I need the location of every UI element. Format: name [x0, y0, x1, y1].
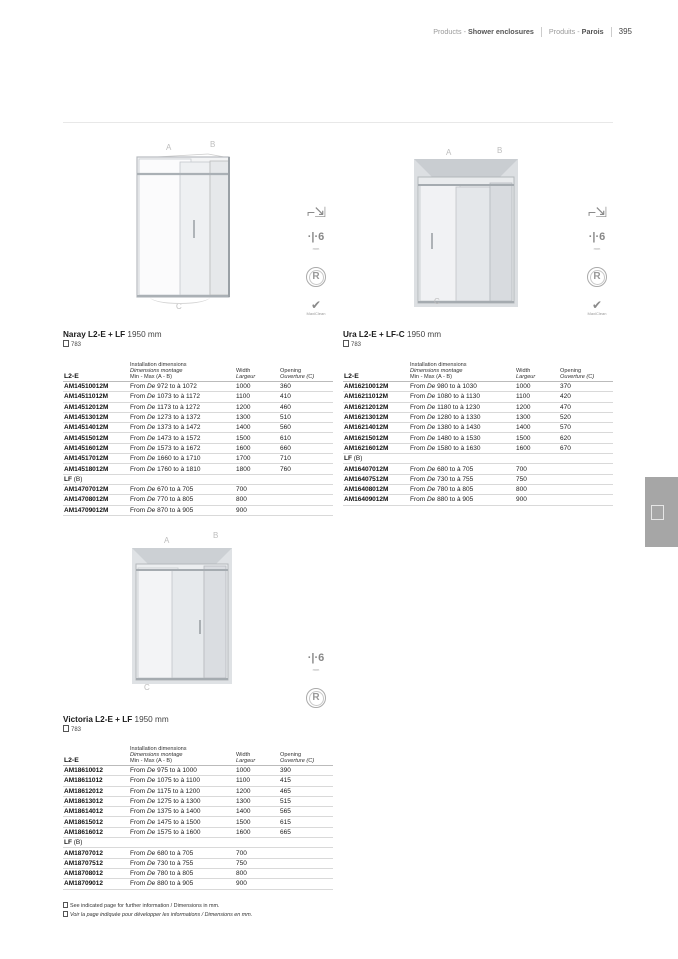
install-range: From De 1760 to à 1810 [130, 465, 201, 473]
install-range: From De 780 to à 805 [410, 486, 474, 494]
subsection-row [63, 474, 333, 484]
naray-feature-icons [303, 205, 329, 329]
subsection-row [63, 838, 333, 848]
table-header-row [63, 746, 333, 766]
six-mm-glass-icon: ·|·6 mm [307, 231, 325, 251]
product-code: AM16407012M [344, 465, 389, 473]
header-category-en: Shower enclosures [467, 27, 534, 36]
header-category-fr: Parois [581, 27, 604, 36]
product-code: AM16215012M [344, 434, 389, 442]
product-code: AM14513012M [64, 414, 109, 422]
width-value: 900 [516, 496, 527, 504]
width-value: 1300 [236, 798, 251, 806]
opening-header: Opening Ouverture (C) [280, 752, 315, 764]
install-range: From De 1573 to à 1672 [130, 444, 201, 452]
table-row [343, 495, 613, 505]
install-range: From De 1175 to à 1200 [130, 787, 201, 795]
page-number: 395 [618, 27, 632, 36]
dim-b: B [497, 146, 503, 155]
dim-arc [150, 290, 210, 304]
opening-value: 360 [280, 383, 291, 391]
install-dims-header: Installation dimensions Dimensions montage Min - Max (A - B) [410, 362, 467, 380]
footnote-fr: Voir la page indiquée pour développer les informations / Dimensions en mm. [63, 911, 252, 920]
reversible-icon: R [306, 267, 326, 287]
opening-value: 560 [280, 424, 291, 432]
width-value: 1800 [236, 465, 251, 473]
product-code: AM18614012 [64, 808, 104, 816]
install-range: From De 972 to à 1072 [130, 383, 197, 391]
opening-value: 710 [280, 455, 291, 463]
table-header-row [63, 362, 333, 382]
opening-value: 510 [280, 414, 291, 422]
handle-icon: ⌐⇲ [588, 204, 606, 220]
install-dims-header: Installation dimensions Dimensions montage Min - Max (A - B) [130, 746, 187, 764]
easy-clean-icon: ✔ MaxiClean [587, 298, 607, 316]
opening-value: 390 [280, 767, 291, 775]
document-icon [63, 902, 68, 908]
product-code: AM16213012M [344, 414, 389, 422]
width-value: 1200 [236, 403, 251, 411]
install-range: From De 1475 to à 1500 [130, 818, 201, 826]
product-code: AM18611012 [64, 777, 103, 785]
width-value: 1100 [236, 777, 250, 785]
table-row [63, 786, 333, 796]
product-code: AM14511012M [64, 393, 109, 401]
width-value: 1000 [516, 383, 531, 391]
subsection-label: LF (B) [64, 839, 83, 847]
section-label: L2-E [344, 373, 359, 380]
page-header: Products - Shower enclosures Produits - Parois 395 [433, 27, 632, 36]
victoria-spec-table [63, 746, 333, 890]
install-range: From De 1075 to à 1100 [130, 777, 201, 785]
naray-enclosure-image [120, 140, 250, 315]
table-row [63, 807, 333, 817]
product-code: AM16210012M [344, 383, 389, 391]
install-range: From De 1180 to à 1230 [410, 403, 481, 411]
dim-c: C [144, 683, 150, 692]
product-code: AM16214012M [344, 424, 389, 432]
table-row [63, 858, 333, 868]
dim-b: B [213, 531, 219, 540]
table-row [63, 776, 333, 786]
opening-value [279, 495, 333, 505]
section-tab [645, 477, 678, 547]
install-range: From De 1375 to à 1400 [130, 808, 201, 816]
opening-value: 665 [280, 828, 291, 836]
six-mm-glass-icon: ·|·6 mm [307, 652, 325, 672]
install-range: From De 1380 to à 1430 [410, 424, 481, 432]
install-range: From De 680 to à 705 [130, 849, 194, 857]
product-code: AM14510012M [64, 383, 109, 391]
table-row [63, 412, 333, 422]
document-icon [63, 340, 69, 347]
install-range: From De 1280 to à 1330 [410, 414, 481, 422]
product-code: AM14518012M [64, 465, 109, 473]
width-value: 800 [236, 870, 247, 878]
table-header-row [343, 362, 613, 382]
product-code: AM14514012M [64, 424, 109, 432]
naray-spec-table [63, 362, 333, 516]
width-value: 1200 [236, 787, 251, 795]
product-code: AM14515012M [64, 434, 109, 442]
product-code: AM18707512 [64, 859, 104, 867]
opening-value: 470 [560, 403, 571, 411]
product-code: AM16407512M [344, 475, 389, 483]
document-icon [63, 911, 68, 917]
product-title: Victoria L2-E + LF 1950 mm [63, 715, 169, 724]
width-header: Width Largeur [236, 368, 256, 380]
opening-value [279, 879, 333, 889]
width-value: 700 [516, 465, 527, 473]
subsection-row [343, 454, 613, 464]
product-code: AM14517012M [64, 455, 109, 463]
ura-spec-table [343, 362, 613, 506]
table-row [63, 484, 333, 494]
victoria-feature-icons [303, 652, 329, 720]
footnote-en: See indicated page for further information / Dimensions in mm. [63, 902, 252, 911]
product-code: AM18616012 [64, 828, 104, 836]
easy-clean-icon: ✔ MaxiClean [306, 298, 326, 316]
table-row [343, 392, 613, 402]
product-code: AM18709012 [64, 880, 104, 888]
install-range: From De 980 to à 1030 [410, 383, 477, 391]
install-range: From De 1480 to à 1530 [410, 434, 481, 442]
table-row [63, 848, 333, 858]
footnotes [63, 902, 252, 920]
install-dims-header: Installation dimensions Dimensions montage Min - Max (A - B) [130, 362, 187, 380]
install-range: From De 1273 to à 1372 [130, 414, 201, 422]
header-produits: Produits [548, 27, 576, 36]
section-label: L2-E [64, 757, 79, 764]
width-value: 900 [236, 880, 247, 888]
table-row [63, 382, 333, 392]
product-code: AM18708012 [64, 870, 104, 878]
product-code: AM18610012 [64, 767, 104, 775]
install-range: From De 1080 to à 1130 [410, 393, 481, 401]
install-range: From De 1473 to à 1572 [130, 434, 201, 442]
width-value: 1500 [236, 434, 251, 442]
table-row [63, 868, 333, 878]
width-value: 1700 [236, 455, 251, 463]
dim-a: A [164, 536, 170, 545]
dim-a: A [446, 148, 452, 157]
opening-header: Opening Ouverture (C) [280, 368, 315, 380]
table-row [63, 464, 333, 474]
install-range: From De 1660 to à 1710 [130, 455, 201, 463]
table-row [343, 423, 613, 433]
product-code: AM14516012M [64, 444, 109, 452]
table-row [63, 495, 333, 505]
opening-value: 670 [560, 444, 571, 452]
product-title: Naray L2-E + LF 1950 mm [63, 330, 162, 339]
opening-value: 660 [280, 444, 291, 452]
table-row [343, 382, 613, 392]
table-row [343, 484, 613, 494]
width-header: Width Largeur [516, 368, 536, 380]
install-range: From De 1073 to à 1172 [130, 393, 201, 401]
width-value: 1300 [236, 414, 251, 422]
dim-c: C [434, 297, 440, 306]
table-row [63, 423, 333, 433]
table-row [63, 817, 333, 827]
install-range: From De 1173 to à 1272 [130, 403, 201, 411]
opening-value [559, 495, 613, 505]
width-value: 1000 [236, 767, 251, 775]
page-reference[interactable]: 783 [343, 340, 361, 348]
width-value: 1600 [236, 828, 251, 836]
table-row [63, 402, 333, 412]
width-value: 800 [516, 486, 527, 494]
dim-c: C [176, 302, 182, 311]
opening-value: 565 [280, 808, 291, 816]
width-value: 1000 [236, 383, 251, 391]
product-code: AM18613012 [64, 798, 104, 806]
handle-icon: ⌐⇲ [307, 204, 325, 220]
ura-feature-icons [584, 205, 610, 329]
product-code: AM18615012 [64, 818, 104, 826]
six-mm-glass-icon: ·|·6 mm [588, 231, 606, 251]
product-code: AM18707012 [64, 849, 104, 857]
opening-value: 460 [280, 403, 291, 411]
install-range: From De 1580 to à 1630 [410, 444, 481, 452]
opening-value: 370 [560, 383, 571, 391]
opening-value [559, 474, 613, 484]
subsection-label: LF (B) [344, 455, 363, 463]
width-value: 1600 [236, 444, 251, 452]
width-value: 1100 [516, 393, 530, 401]
product-code: AM14707012M [64, 486, 109, 494]
install-range: From De 1575 to à 1600 [130, 828, 201, 836]
tab-icon [651, 505, 664, 520]
install-range: From De 670 to à 705 [130, 486, 194, 494]
install-range: From De 1275 to à 1300 [130, 798, 201, 806]
reversible-icon: R [306, 688, 326, 708]
width-value: 750 [516, 475, 527, 483]
page-reference[interactable]: 783 [63, 340, 81, 348]
width-value: 1300 [516, 414, 531, 422]
subsection-label: LF (B) [64, 475, 83, 483]
opening-value: 420 [560, 393, 571, 401]
install-range: From De 780 to à 805 [130, 870, 194, 878]
ura-enclosure-image [410, 155, 522, 310]
width-value: 1100 [236, 393, 250, 401]
product-code: AM16216012M [344, 444, 389, 452]
table-row [63, 443, 333, 453]
divider [63, 122, 613, 123]
product-code: AM14512012M [64, 403, 109, 411]
install-range: From De 730 to à 755 [130, 859, 194, 867]
opening-value: 465 [280, 787, 291, 795]
document-icon [63, 725, 69, 732]
width-value: 700 [236, 849, 247, 857]
opening-header: Opening Ouverture (C) [560, 368, 595, 380]
table-row [343, 474, 613, 484]
opening-value: 415 [280, 777, 291, 785]
install-range: From De 680 to à 705 [410, 465, 474, 473]
document-icon [343, 340, 349, 347]
opening-value [279, 505, 333, 515]
width-value: 1400 [236, 808, 251, 816]
table-row [63, 796, 333, 806]
width-value: 1500 [516, 434, 531, 442]
width-value: 1500 [236, 818, 251, 826]
page-reference[interactable]: 783 [63, 725, 81, 733]
table-row [63, 827, 333, 837]
width-value: 900 [236, 506, 247, 514]
product-code: AM14708012M [64, 496, 109, 504]
table-row [63, 392, 333, 402]
opening-value: 620 [560, 434, 571, 442]
table-row [343, 464, 613, 474]
table-row [63, 454, 333, 464]
width-value: 1400 [236, 424, 251, 432]
reversible-icon: R [587, 267, 607, 287]
product-code: AM16212012M [344, 403, 389, 411]
opening-value: 760 [280, 465, 291, 473]
install-range: From De 880 to à 905 [410, 496, 474, 504]
product-code: AM16408012M [344, 486, 389, 494]
table-row [343, 402, 613, 412]
dim-b: B [210, 140, 216, 149]
install-range: From De 1373 to à 1472 [130, 424, 201, 432]
table-row [63, 879, 333, 889]
product-code: AM16409012M [344, 496, 389, 504]
product-code: AM18612012 [64, 787, 104, 795]
width-value: 1600 [516, 444, 531, 452]
opening-value: 615 [280, 818, 291, 826]
table-row [343, 443, 613, 453]
opening-value: 610 [280, 434, 291, 442]
install-range: From De 975 to à 1000 [130, 767, 197, 775]
table-row [343, 433, 613, 443]
width-value: 1400 [516, 424, 531, 432]
opening-value [559, 484, 613, 494]
section-label: L2-E [64, 373, 79, 380]
product-code: AM14709012M [64, 506, 109, 514]
opening-value [279, 868, 333, 878]
install-range: From De 880 to à 905 [130, 880, 194, 888]
victoria-enclosure-image [128, 538, 240, 688]
opening-value: 515 [280, 798, 291, 806]
width-header: Width Largeur [236, 752, 256, 764]
table-row [63, 766, 333, 776]
opening-value: 520 [560, 414, 571, 422]
install-range: From De 730 to à 755 [410, 475, 474, 483]
opening-value [279, 858, 333, 868]
header-products: Products [433, 27, 462, 36]
opening-value [279, 484, 333, 494]
width-value: 750 [236, 859, 247, 867]
opening-value [279, 848, 333, 858]
table-row [343, 412, 613, 422]
install-range: From De 870 to à 905 [130, 506, 194, 514]
product-code: AM16211012M [344, 393, 389, 401]
width-value: 700 [236, 486, 247, 494]
width-value: 800 [236, 496, 247, 504]
width-value: 1200 [516, 403, 531, 411]
table-row [63, 433, 333, 443]
opening-value: 570 [560, 424, 571, 432]
install-range: From De 770 to à 805 [130, 496, 194, 504]
product-title: Ura L2-E + LF-C 1950 mm [343, 330, 442, 339]
opening-value [559, 464, 613, 474]
opening-value: 410 [280, 393, 291, 401]
dim-a: A [166, 143, 172, 152]
table-row [63, 505, 333, 515]
